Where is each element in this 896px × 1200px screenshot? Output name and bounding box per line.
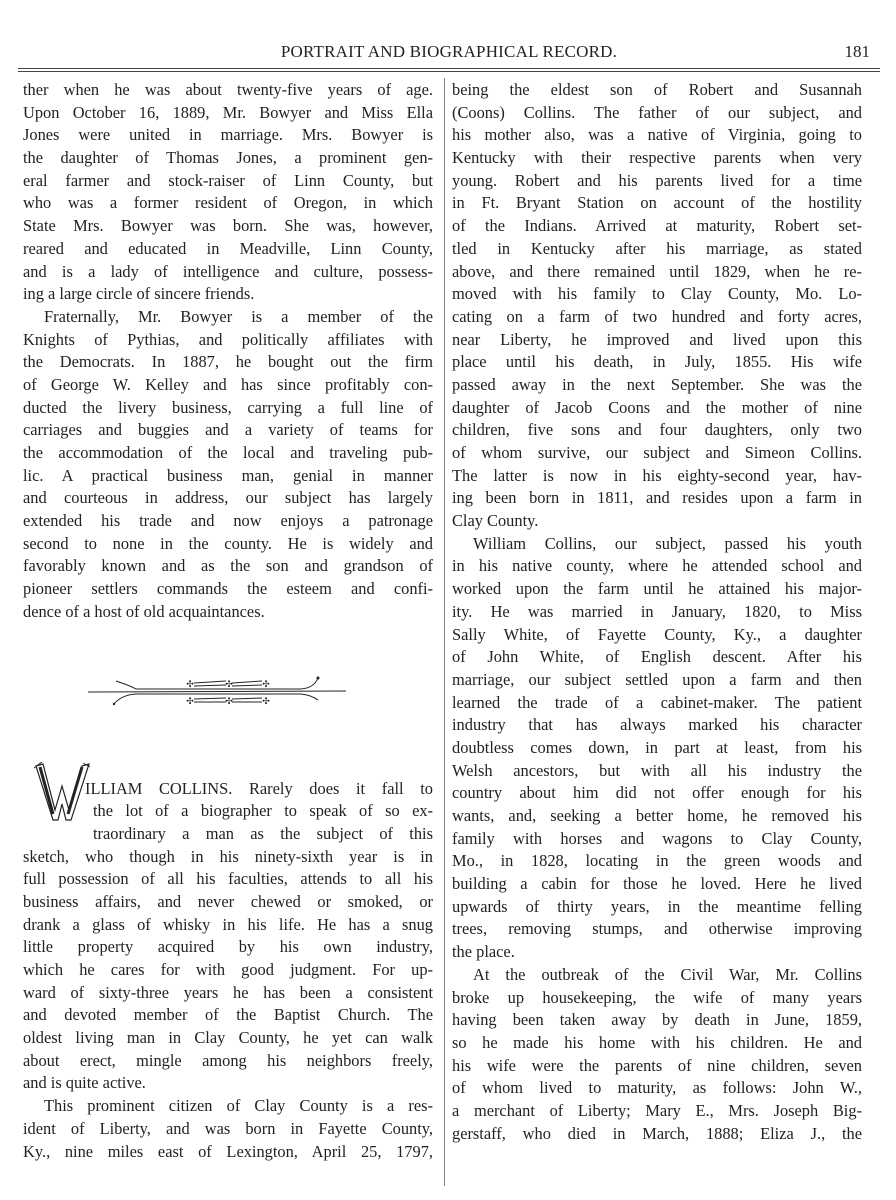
text-line: eral farmer and stock-raiser of Linn County, but	[23, 170, 433, 190]
text-line: Clay County.	[452, 511, 539, 531]
text-line: trees, removing stumps, and otherwise improving	[452, 919, 862, 939]
text-line: learned the trade of a cabinet-maker. The patient	[452, 692, 862, 712]
text-line: ident of Liberty, and was born in Fayette County,	[23, 1118, 433, 1138]
page-number: 181	[844, 42, 870, 61]
text-line: Upon October 16, 1889, Mr. Bowyer and Miss Ella	[23, 102, 433, 122]
text-line: oldest living man in Clay County, he yet can walk	[23, 1028, 433, 1048]
text-line: and devoted member of the Baptist Church. The	[23, 1005, 433, 1025]
text-line: the lot of a biographer to speak of so ex-	[93, 801, 433, 821]
paragraph-collins-parents	[452, 79, 862, 533]
text-line: and is a lady of intelligence and culture, possess-	[23, 261, 433, 281]
text-line: broke up housekeeping, the wife of many years	[452, 987, 862, 1007]
text-line: a merchant of Liberty; Mary E., Mrs. Joseph Big-	[452, 1100, 862, 1120]
text-line: his mother also, was a native of Virginia, going to	[452, 125, 862, 145]
text-line: tled in Kentucky after his marriage, as stated	[452, 238, 862, 258]
clover-glyph: ✣	[262, 680, 270, 690]
text-line: country about him did not offer enough for his	[452, 783, 862, 803]
clover-glyph: ✣	[186, 680, 194, 690]
drop-cap-w	[33, 762, 91, 824]
text-line: dence of a host of old acquaintances.	[23, 601, 265, 621]
clover-glyph: ✣	[262, 697, 270, 707]
right-column	[452, 79, 862, 1145]
text-line: young. Robert and his parents lived for a time	[452, 170, 862, 190]
text-line: (Coons) Collins. The father of our subject, and	[452, 102, 862, 122]
text-line: passed away in the next September. She was the	[452, 374, 862, 394]
clover-glyph: ✣	[225, 680, 233, 690]
text-line: children, five sons and four daughters, only two	[452, 420, 862, 440]
text-line: the accommodation of the local and traveling pub-	[23, 443, 433, 462]
text-line: worked upon the farm until he attained his major-	[452, 579, 862, 599]
paragraph-collins-birth	[23, 1095, 433, 1163]
text-line: favorably known and as the son and grandson of	[23, 556, 433, 576]
left-column	[23, 79, 433, 1163]
text-line: of John White, of English descent. After his	[452, 647, 862, 667]
text-line: gerstaff, who died in March, 1888; Eliza J., the	[452, 1123, 862, 1143]
text-line: in Ft. Bryant Station on account of the hostility	[452, 193, 862, 213]
text-line: business affairs, and never chewed or smoked, or	[23, 891, 433, 911]
text-line: of the Indians. Arrived at maturity, Robert set-	[452, 216, 862, 236]
text-line: ducted the livery business, carrying a full line of	[23, 397, 433, 417]
text-line: ther when he was about twenty-five years of age.	[23, 80, 433, 99]
column-divider	[444, 78, 445, 1186]
text-line: full possession of all his faculties, attends to all his	[23, 869, 433, 889]
section-divider-ornament	[86, 668, 348, 714]
text-line: extended his trade and now enjoys a patronage	[23, 511, 433, 531]
text-line: being the eldest son of Robert and Susannah	[452, 80, 862, 99]
text-line: moved with his family to Clay County, Mo. Lo-	[452, 284, 862, 304]
text-line: Ky., nine miles east of Lexington, April 25, 1797,	[23, 1141, 433, 1161]
text-line: Jones were united in marriage. Mrs. Bowyer is	[23, 125, 433, 145]
text-line: At the outbreak of the Civil War, Mr. Collins	[473, 964, 862, 984]
text-line: ing been born in 1811, and resides upon a farm in	[452, 488, 862, 508]
clover-glyph: ✣	[225, 697, 233, 707]
text-line: and courteous in address, our subject has largely	[23, 488, 433, 508]
text-line: building a cabin for those he loved. Here he lived	[452, 874, 862, 894]
text-line: upwards of thirty years, in the meantime felling	[452, 896, 862, 916]
text-line: Fraternally, Mr. Bowyer is a member of the	[44, 306, 433, 326]
text-line: wants, and, seeking a better home, he removed his	[452, 806, 862, 825]
text-line: carriages and buggies and a variety of teams for	[23, 420, 433, 440]
text-line: ILLIAM COLLINS. Rarely does it fall to	[85, 778, 433, 798]
text-line: This prominent citizen of Clay County is a res-	[44, 1096, 433, 1116]
text-line: William Collins, our subject, passed his youth	[473, 533, 862, 553]
text-line: of whom survive, our subject and Simeon Collins.	[452, 443, 862, 462]
text-line: in his native county, where he attended school and	[452, 556, 862, 576]
text-line: about erect, mingle among his neighbors freely,	[23, 1050, 433, 1070]
paragraph-bowyer-fraternal	[23, 306, 433, 624]
text-line: of George W. Kelley and has since profitably con-	[23, 374, 433, 394]
text-line: above, and there remained until 1829, when he re-	[452, 261, 862, 281]
text-line: and is quite active.	[23, 1073, 146, 1093]
text-line: the daughter of Thomas Jones, a prominent gen-	[23, 148, 433, 168]
text-line: Knights of Pythias, and politically affiliates with	[23, 329, 433, 349]
text-line: having been taken away by death in June, 1859,	[452, 1010, 862, 1030]
page-header	[18, 38, 880, 68]
text-line: marriage, our subject settled upon a farm and then	[452, 669, 862, 689]
text-line: place until his death, in July, 1855. His wife	[452, 352, 862, 372]
text-line: daughter of Jacob Coons and the mother of nine	[452, 397, 862, 417]
text-line: pioneer settlers commands the esteem and confi-	[23, 579, 433, 599]
text-line: which he cares for with good judgment. For up-	[23, 960, 433, 979]
text-line: Kentucky with their respective parents when very	[452, 148, 862, 168]
text-line: little property acquired by his own industry,	[23, 937, 433, 957]
paragraph-collins-intro	[23, 778, 433, 1096]
text-line: traordinary a man as the subject of this	[93, 823, 433, 843]
text-line: cating on a farm of two hundred and forty acres,	[452, 306, 862, 326]
text-line: ity. He was married in January, 1820, to Miss	[452, 601, 862, 621]
text-line: sketch, who though in his ninety-sixth year is in	[23, 846, 433, 866]
text-line: his wife were the parents of nine children, seven	[452, 1055, 862, 1075]
header-rule-double	[18, 71, 880, 72]
text-line: of whom lived to maturity, as follows: John W.,	[452, 1078, 862, 1098]
text-line: drank a glass of whisky in his life. He has a snug	[23, 914, 433, 934]
text-line: so he made his home with his children. He and	[452, 1032, 862, 1052]
text-line: doubtless comes down, in part at least, from his	[452, 737, 862, 757]
paragraph-bowyer-marriage	[23, 79, 433, 306]
text-line: reared and educated in Meadville, Linn County,	[23, 238, 433, 258]
text-line: Mo., in 1828, locating in the green woods and	[452, 851, 862, 871]
text-line: family with horses and wagons to Clay County,	[452, 828, 862, 848]
text-line: near Liberty, he improved and lived upon this	[452, 329, 862, 349]
text-line: State Mrs. Bowyer was born. She was, however,	[23, 216, 433, 236]
text-line: second to none in the county. He is widely and	[23, 533, 433, 553]
text-line: Sally White, of Fayette County, Ky., a daughter	[452, 624, 862, 644]
text-line: the place.	[452, 942, 515, 962]
paragraph-collins-youth	[452, 533, 862, 964]
text-line: Welsh ancestors, but with all his industry the	[452, 760, 862, 780]
paragraph-collins-civil-war	[452, 964, 862, 1146]
text-line: industry that has always marked his character	[452, 715, 862, 735]
text-line: ing a large circle of sincere friends.	[23, 284, 255, 304]
text-line: lic. A practical business man, genial in manner	[23, 465, 433, 485]
text-line: ward of sixty-three years he has been a consistent	[23, 982, 433, 1002]
header-rule	[18, 68, 880, 69]
clover-glyph: ✣	[186, 697, 194, 707]
running-title: PORTRAIT AND BIOGRAPHICAL RECORD.	[280, 42, 618, 61]
text-line: the Democrats. In 1887, he bought out the firm	[23, 352, 433, 372]
text-line: who was a former resident of Oregon, in which	[23, 193, 433, 213]
text-line: The latter is now in his eighty-second year, hav-	[452, 465, 862, 485]
